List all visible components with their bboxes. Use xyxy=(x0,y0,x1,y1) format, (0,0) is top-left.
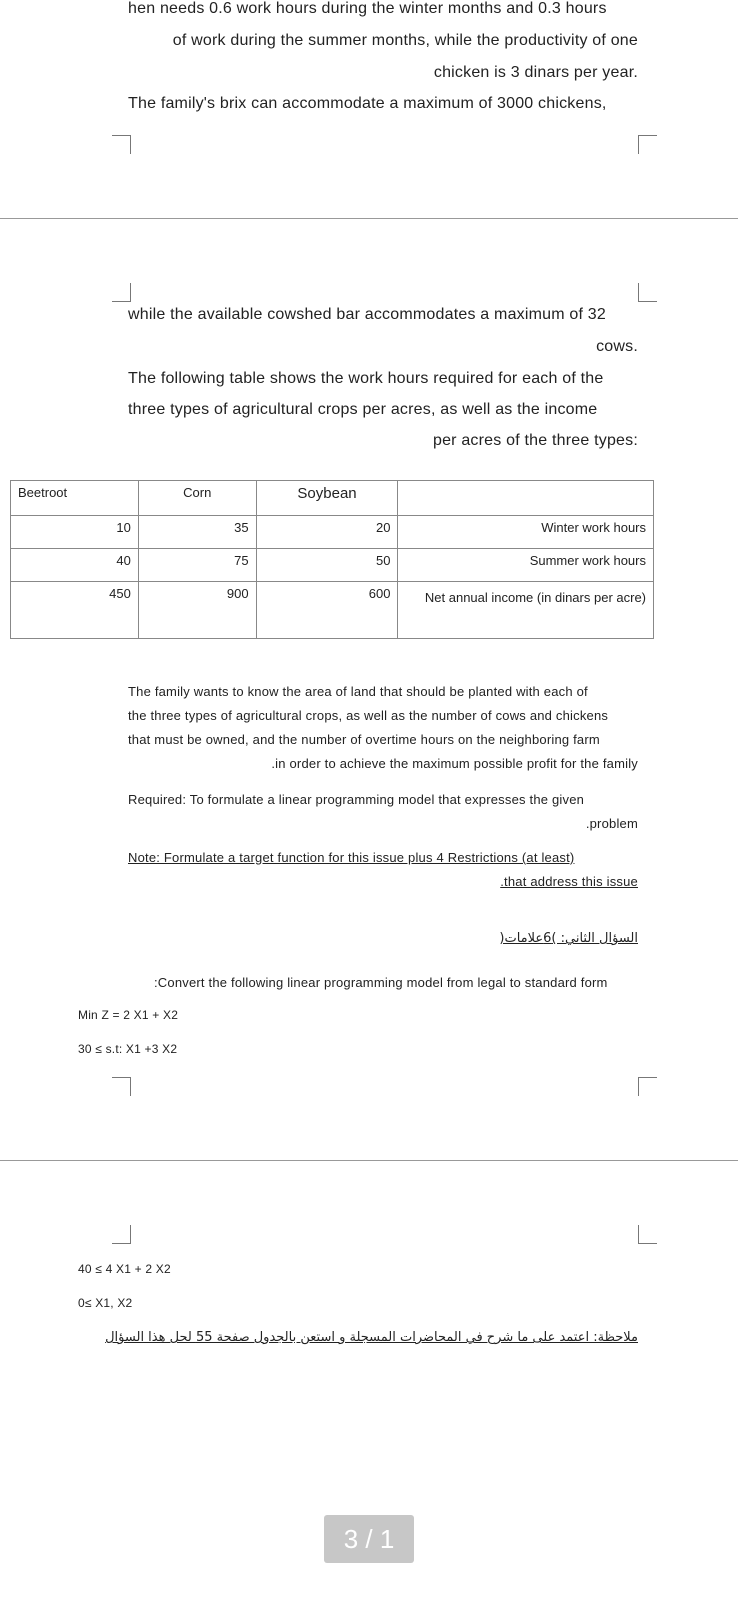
non-negativity: 0≤ X1, X2 xyxy=(78,1296,133,1310)
crop-mark xyxy=(112,135,131,154)
table-header-row xyxy=(11,481,654,516)
header-cell-soybean: Soybean xyxy=(256,481,398,516)
page-indicator: 3 / 1 xyxy=(324,1515,414,1563)
crop-mark xyxy=(638,135,657,154)
convert-instruction: :Convert the following linear programming model from legal to standard form xyxy=(154,975,608,990)
crop-mark xyxy=(112,1077,131,1096)
crop-mark xyxy=(112,1225,131,1244)
cell-corn-winter: 35 xyxy=(138,516,256,549)
cell-beet-summer: 40 xyxy=(11,549,139,582)
cell-corn-summer: 75 xyxy=(138,549,256,582)
intro-line-1: while the available cowshed bar accommodates a maximum of 32 xyxy=(128,306,607,323)
table-row xyxy=(11,582,654,639)
intro-line-4: three types of agricultural crops per acres, as well as the income xyxy=(128,401,598,418)
table-row xyxy=(11,549,654,582)
row-label-winter: Winter work hours xyxy=(398,516,654,549)
crop-mark xyxy=(638,283,657,302)
row-label-summer: Summer work hours xyxy=(398,549,654,582)
required-line-1: Required: To formulate a linear programming model that expresses the given xyxy=(128,792,585,807)
crop-mark xyxy=(112,283,131,302)
page-separator xyxy=(0,1160,738,1161)
question-2-heading: السؤال الثاني: )6علامات( xyxy=(499,931,638,946)
constraint-2: 40 ≤ 4 X1 + 2 X2 xyxy=(78,1262,171,1276)
crop-mark xyxy=(638,1225,657,1244)
cell-beet-winter: 10 xyxy=(11,516,139,549)
header-cell-beetroot: Beetroot xyxy=(11,481,139,516)
note-line-1: Note: Formulate a target function for this issue plus 4 Restrictions (at least) xyxy=(128,850,575,865)
paragraph-line-2: the three types of agricultural crops, as well as the number of cows and chickens xyxy=(128,708,609,723)
cell-soy-summer: 50 xyxy=(256,549,398,582)
page1-line-2: of work during the summer months, while the productivity of one xyxy=(172,32,638,49)
intro-line-5: per acres of the three types: xyxy=(432,432,638,449)
cell-soy-income: 600 xyxy=(256,582,398,639)
intro-line-2: cows. xyxy=(596,338,638,355)
arabic-note: ملاحظة: اعتمد على ما شرح في المحاضرات المسجلة و استعن بالجدول صفحة 55 لحل هذا السؤال xyxy=(105,1330,638,1345)
objective-function: Min Z = 2 X1 + X2 xyxy=(78,1008,179,1022)
header-cell-corn: Corn xyxy=(138,481,256,516)
cell-soy-winter: 20 xyxy=(256,516,398,549)
row-label-income: Net annual income (in dinars per acre) xyxy=(398,582,654,639)
intro-line-3: The following table shows the work hours required for each of the xyxy=(128,370,604,387)
note-line-2: .that address this issue xyxy=(500,874,638,889)
cell-beet-income: 450 xyxy=(11,582,139,639)
required-line-2: .problem xyxy=(585,816,638,831)
cell-corn-income: 900 xyxy=(138,582,256,639)
header-cell-empty xyxy=(398,481,654,516)
table-row xyxy=(11,516,654,549)
crop-mark xyxy=(638,1077,657,1096)
paragraph-line-4: .in order to achieve the maximum possible profit for the family xyxy=(271,756,638,771)
constraint-1: 30 ≤ s.t: X1 +3 X2 xyxy=(78,1042,178,1056)
page1-line-3: chicken is 3 dinars per year. xyxy=(433,64,638,81)
paragraph-line-1: The family wants to know the area of land that should be planted with each of xyxy=(128,684,588,699)
page1-line-1: hen needs 0.6 work hours during the winter months and 0.3 hours xyxy=(128,0,607,17)
crop-table xyxy=(10,480,654,639)
page-separator xyxy=(0,218,738,219)
paragraph-line-3: that must be owned, and the number of overtime hours on the neighboring farm xyxy=(128,732,600,747)
page1-line-4: The family's brix can accommodate a maximum of 3000 chickens, xyxy=(128,95,607,112)
